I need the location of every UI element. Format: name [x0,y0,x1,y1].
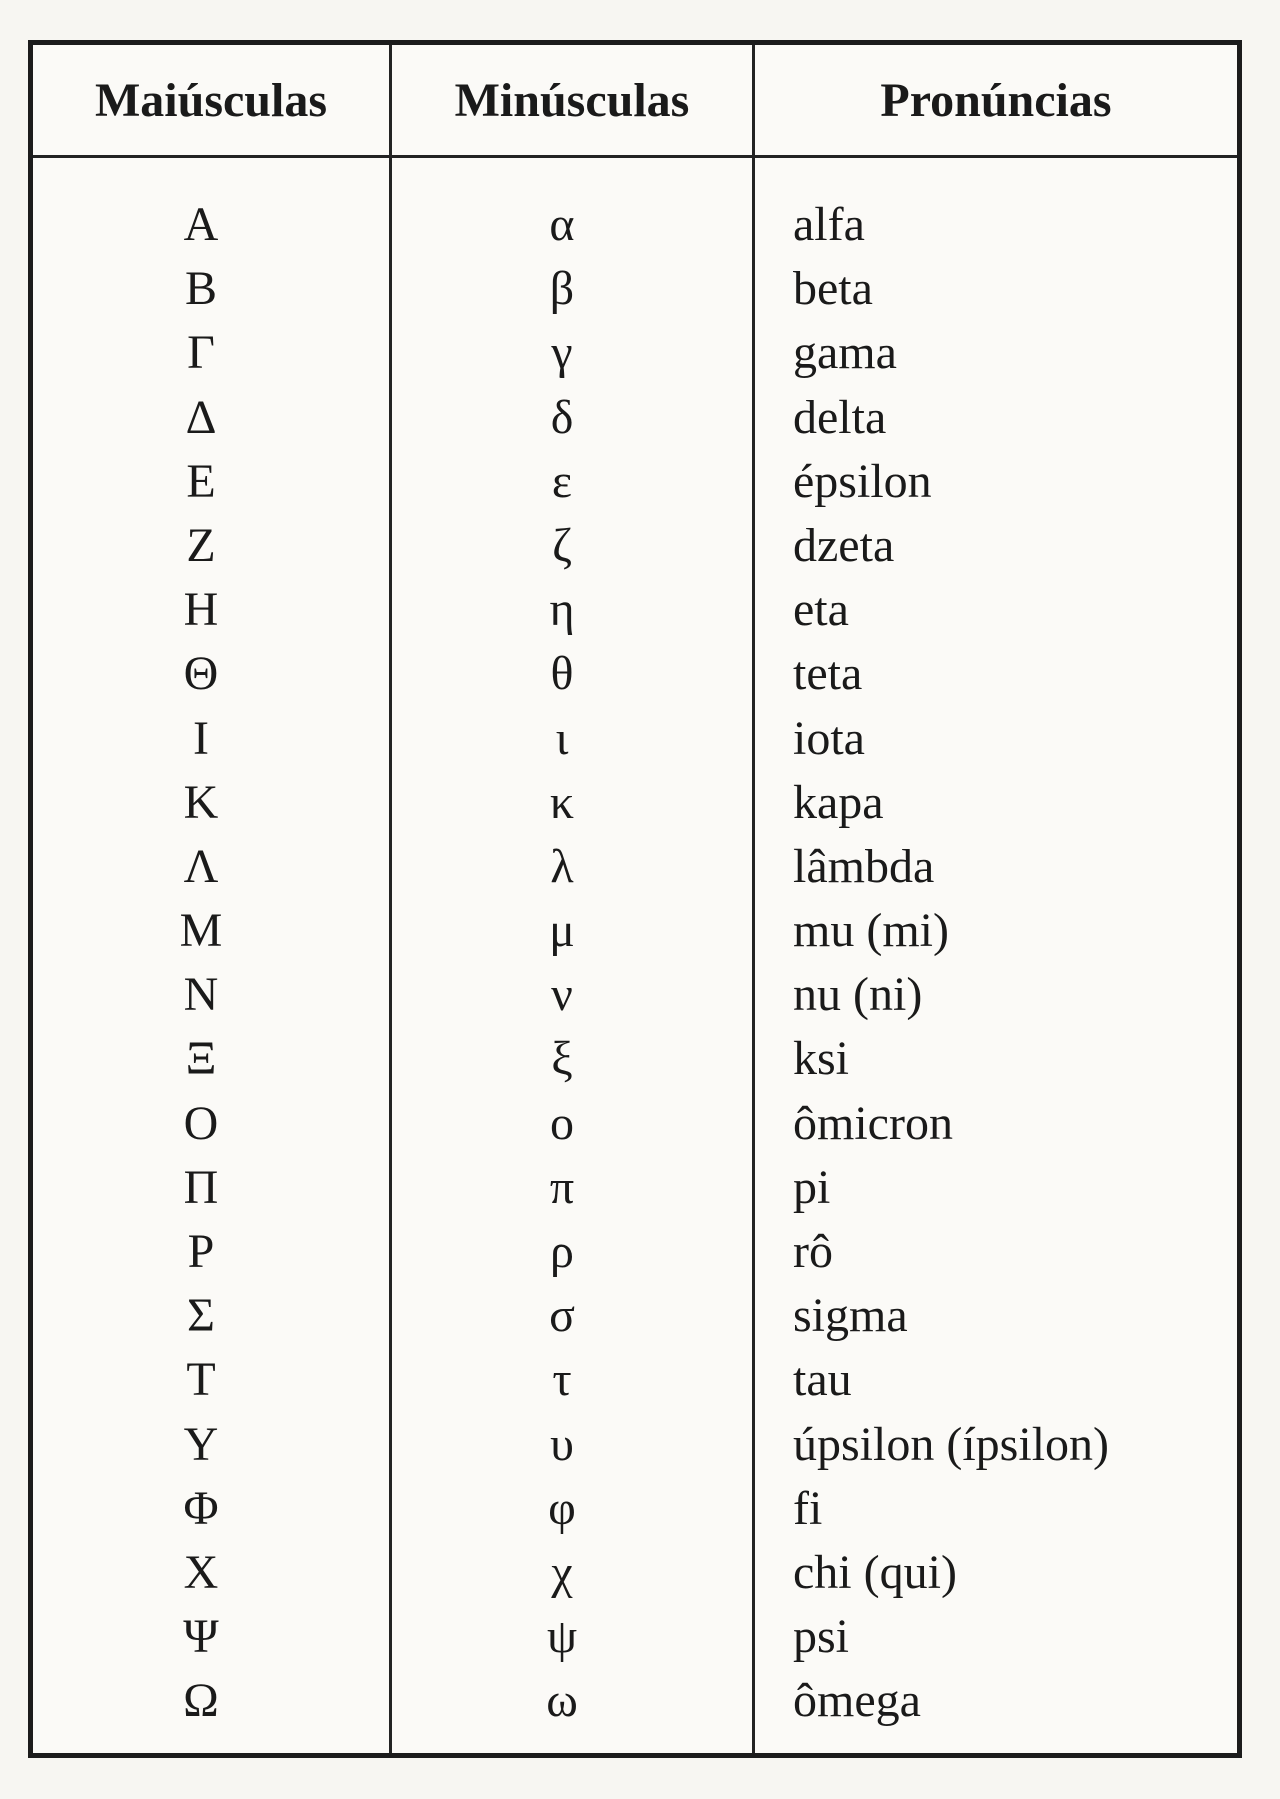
pronunciation-text: beta [793,262,873,316]
lowercase-letter: μ [549,904,575,958]
uppercase-letter: Ι [193,711,209,765]
uppercase-letter: Θ [183,647,219,701]
lowercase-letter: θ [550,647,574,701]
uppercase-letter: Τ [186,1353,216,1407]
uppercase-letter: Γ [187,326,215,380]
uppercase-letter: Ξ [185,1032,217,1086]
lowercase-letter: υ [550,1417,574,1471]
pronunciation-text: fi [793,1481,823,1535]
lowercase-letter: ν [551,968,573,1022]
lowercase-letter: σ [549,1289,575,1343]
greek-alphabet-table [28,40,1242,1758]
lowercase-letter: δ [550,390,574,444]
lowercase-letter: κ [549,775,575,829]
uppercase-letter: Υ [183,1417,219,1471]
uppercase-letter: Ζ [186,518,216,572]
lowercase-letter: τ [552,1353,572,1407]
uppercase-letter: Β [184,262,217,316]
uppercase-letter: Χ [183,1545,219,1599]
lowercase-letter: ζ [552,518,572,572]
pronunciation-text: nu (ni) [793,968,923,1022]
uppercase-letter: Α [183,198,219,251]
uppercase-letter: Λ [183,839,219,893]
pronunciation-column [793,193,1233,1734]
lowercase-letter: ξ [551,1032,573,1086]
lowercase-column [392,193,752,1734]
uppercase-letter: Σ [187,1289,215,1343]
lowercase-letter: ι [555,711,569,765]
lowercase-letter: φ [548,1481,576,1535]
pronunciation-text: iota [793,711,865,765]
lowercase-letter: λ [550,839,574,893]
pronunciation-text: ômicron [793,1096,953,1150]
pronunciation-text: úpsilon (ípsilon) [793,1417,1110,1471]
uppercase-letter: Φ [183,1481,219,1535]
pronunciation-text: ksi [793,1032,850,1086]
pronunciation-text: ômega [793,1674,921,1728]
pronunciation-text: rô [793,1225,833,1278]
header-lowercase: Minúsculas [454,73,690,127]
header-pronunciation: Pronúncias [880,73,1112,127]
uppercase-letter: Ε [186,454,216,508]
pronunciation-text: dzeta [793,518,895,572]
pronunciation-text: sigma [793,1289,908,1343]
lowercase-letter: ω [546,1674,578,1728]
lowercase-letter: γ [551,326,573,380]
pronunciation-text: psi [793,1610,850,1664]
uppercase-letter: Ο [183,1096,219,1150]
uppercase-letter: Ω [183,1674,219,1728]
lowercase-letter: ο [550,1096,574,1150]
uppercase-letter: Ν [183,968,219,1022]
column-divider [752,45,755,1753]
pronunciation-text: teta [793,647,863,701]
lowercase-letter: ψ [546,1610,578,1664]
lowercase-letter: β [549,262,575,316]
pronunciation-text: delta [793,390,887,444]
lowercase-letter: ε [551,454,573,508]
uppercase-letter: Π [183,1160,219,1214]
uppercase-column [33,193,389,1734]
pronunciation-text: gama [793,326,897,380]
uppercase-letter: Ψ [183,1610,219,1664]
header-uppercase: Maiúsculas [94,73,328,127]
pronunciation-text: épsilon [793,454,932,508]
lowercase-letter: χ [551,1545,573,1599]
pronunciation-text: eta [793,583,849,637]
uppercase-letter: Η [183,583,219,637]
pronunciation-text: pi [793,1160,831,1214]
uppercase-letter: Μ [179,904,223,958]
lowercase-letter: π [549,1160,575,1214]
uppercase-letter: Ρ [187,1225,215,1278]
lowercase-letter: ρ [550,1225,574,1278]
pronunciation-text: tau [793,1353,852,1407]
pronunciation-text: chi (qui) [793,1545,957,1599]
uppercase-letter: Δ [185,390,217,444]
lowercase-letter: η [549,583,575,637]
uppercase-letter: Κ [183,775,219,829]
pronunciation-text: kapa [793,775,884,829]
header-divider [33,155,1237,158]
pronunciation-text: lâmbda [793,839,935,893]
pronunciation-text: mu (mi) [793,904,949,958]
pronunciation-text: alfa [793,198,865,251]
lowercase-letter: α [549,198,575,251]
